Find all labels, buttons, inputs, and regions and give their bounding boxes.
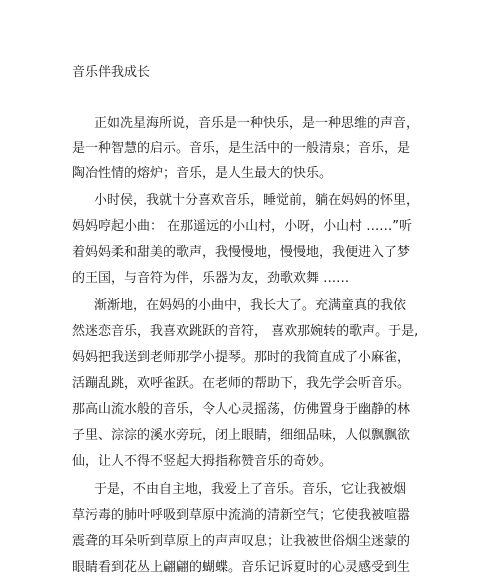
document-title: 音乐伴我成长 xyxy=(72,65,151,80)
paragraph-line: 小时侯，我就十分喜欢音乐，睡觉前，躺在妈妈的怀里， xyxy=(94,193,420,208)
paragraph-line: 子里、淙淙的溪水旁玩，闭上眼睛，细细品味，人似飘飘欲 xyxy=(72,428,411,443)
paragraph-line: 的王国，与音符为伴，乐器为友，劲歌欢舞 …… xyxy=(72,271,350,286)
paragraph-line: 妈妈把我送到老师那学小提琴。那时的我简直成了小麻雀， xyxy=(72,350,411,365)
paragraph-line: 眼睛看到花丛上翩翩的蝴蝶。音乐记诉夏时的心灵感受到生 xyxy=(72,560,411,575)
paragraph-line: 于是，不由自主地，我爱上了音乐。音乐，它让我被烟 xyxy=(94,482,407,497)
paragraph-line: 着妈妈柔和甜美的歌声，我慢慢地，慢慢地，我便进入了梦 xyxy=(72,245,411,260)
paragraph-line: 那高山流水般的音乐，令人心灵摇荡，仿佛置身于幽静的林 xyxy=(72,402,411,417)
paragraph-line: 渐渐地，在妈妈的小曲中，我长大了。充满童真的我依 xyxy=(94,298,407,313)
paragraph-line: 草污毒的肺叶呼吸到草原中流淌的清新空气；它使我被喧嚣 xyxy=(72,508,411,523)
paragraph-line: 活蹦乱跳，欢呼雀跃。在老师的帮助下，我先学会听音乐。 xyxy=(72,376,411,391)
paragraph-line: 妈妈哼起小曲： 在那遥远的小山村，小呀，小山村 ……”听 xyxy=(72,219,412,234)
paragraph-line: 震聋的耳朵听到草原上的声声叹息；让我被世俗烟尘迷蒙的 xyxy=(72,534,411,549)
paragraph-line: 是一种智慧的启示。音乐，是生活中的一般清泉；音乐，是 xyxy=(72,141,411,156)
paragraph-line: 仙，让人不得不竖起大拇指称赞音乐的奇妙。 xyxy=(72,454,333,469)
paragraph-line: 陶冶性情的熔炉；音乐，是人生最大的快乐。 xyxy=(72,166,333,181)
paragraph-line: 正如冼星海所说，音乐是一种快乐，是一种思维的声音， xyxy=(94,116,420,131)
paragraph-line: 然迷恋音乐，我喜欢跳跃的音符， 喜欢那婉转的歌声。于是, xyxy=(72,324,419,339)
